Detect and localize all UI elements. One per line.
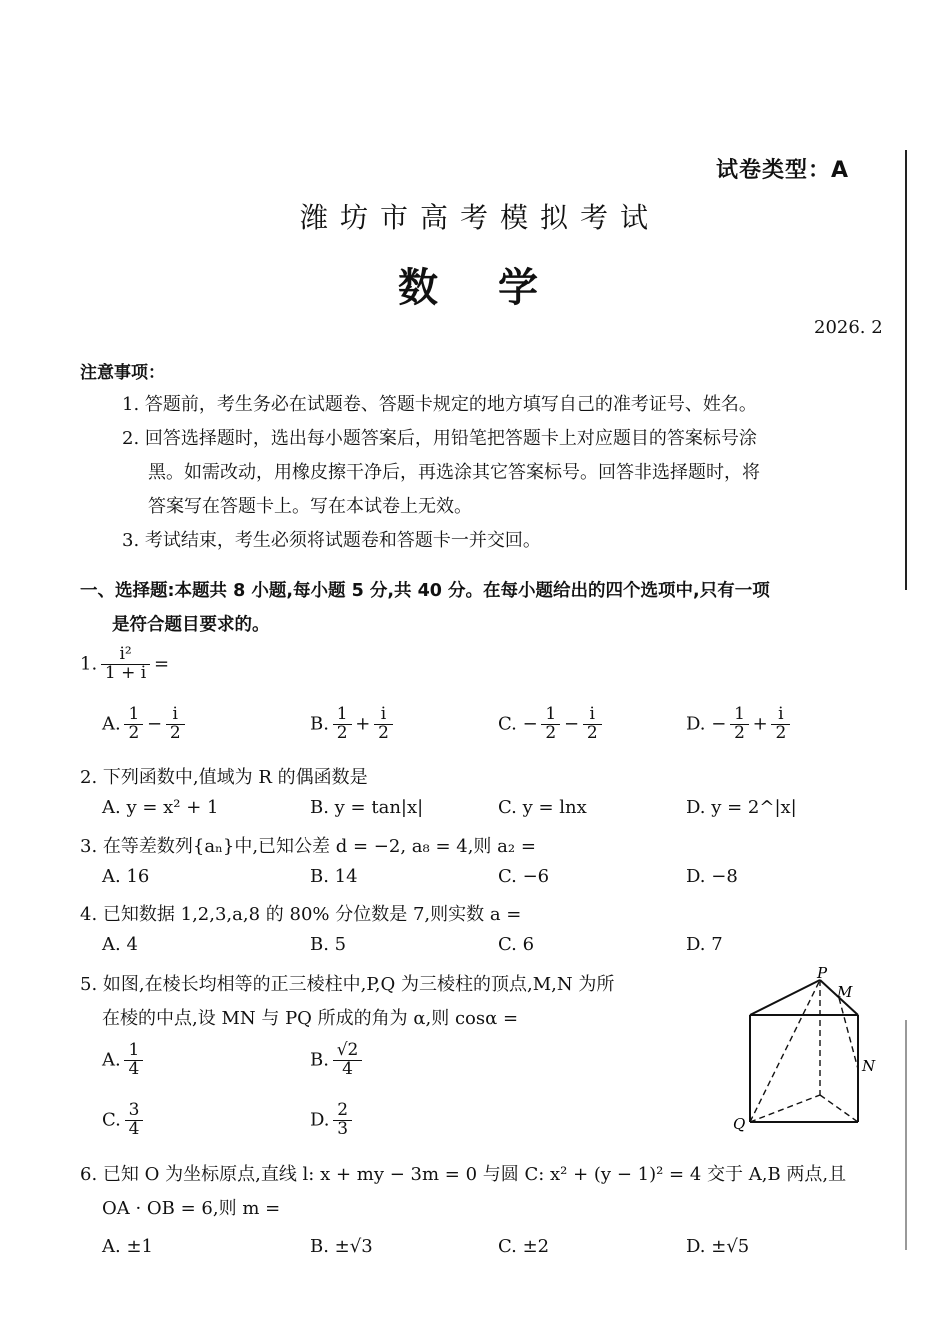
q5-option-a <box>102 1042 141 1079</box>
q3-option-b: B. 14 <box>310 866 358 887</box>
option-label: C. <box>102 1109 121 1131</box>
prism-hidden-edge <box>820 1095 858 1122</box>
q3-option-c: C. −6 <box>498 866 550 887</box>
frac-den: 2 <box>734 722 745 743</box>
frac-den: 2 <box>378 722 389 743</box>
notice-item-2-cont: 黑。如需改动，用橡皮擦干净后，再选涂其它答案标号。回答非选择题时，将 <box>148 462 760 483</box>
frac-den: 4 <box>342 1058 353 1079</box>
frac-num: 2 <box>337 1100 349 1120</box>
frac-num: 1 <box>734 704 745 724</box>
question-2: 2. 下列函数中,值域为 R 的偶函数是 <box>80 767 368 788</box>
option-label: C. <box>498 713 517 735</box>
option-sign: − <box>711 713 727 735</box>
q5-option-b <box>310 1042 360 1079</box>
option-fraction-b <box>585 706 600 743</box>
option-label: A. <box>102 1049 121 1071</box>
frac-den: 2 <box>169 722 181 743</box>
q5-option-c <box>102 1102 141 1139</box>
paper-type-label: 试卷类型：A <box>716 158 850 183</box>
q3-option-d: D. −8 <box>686 866 738 887</box>
q4-option-c: C. 6 <box>498 934 535 955</box>
frac-num: i <box>380 704 387 724</box>
q6-option-d: D. ±√5 <box>686 1236 750 1257</box>
section-heading: 一、选择题:本题共 8 小题,每小题 5 分,共 40 分。在每小题给出的四个选项中,只有一项 <box>80 581 770 601</box>
option-sign: − <box>522 713 538 735</box>
segment-pq <box>750 980 820 1122</box>
notice-item-3: 3. 考试结束，考生必须将试题卷和答题卡一并交回。 <box>122 530 541 551</box>
q6-option-c: C. ±2 <box>498 1236 550 1257</box>
option-fraction <box>126 1042 141 1079</box>
q1-denominator: 1 + i <box>104 662 147 683</box>
option-label: D. <box>686 713 706 735</box>
question-4: 4. 已知数据 1,2,3,a,8 的 80% 分位数是 7,则实数 a = <box>80 904 522 925</box>
option-fraction-a <box>335 706 350 743</box>
frac-num: 3 <box>128 1100 140 1120</box>
frac-den: 2 <box>545 722 557 743</box>
q4-option-b: B. 5 <box>310 934 347 955</box>
question-6-cont: OA · OB = 6,则 m = <box>102 1198 281 1219</box>
frac-den: 2 <box>586 722 598 743</box>
option-fraction-a <box>543 706 558 743</box>
option-fraction-b <box>376 706 391 743</box>
question-5-cont: 在棱的中点,设 MN 与 PQ 所成的角为 α,则 cosα = <box>102 1008 519 1029</box>
notice-item-2-cont2: 答案写在答题卡上。写在本试卷上无效。 <box>148 496 472 517</box>
option-label: B. <box>310 713 329 735</box>
right-margin-rule-lower <box>905 1020 907 1250</box>
subject-title: 数学 <box>398 265 598 311</box>
exam-title: 潍坊市高考模拟考试 <box>300 201 661 234</box>
frac-num: 1 <box>128 1040 140 1060</box>
q1-equals: = <box>153 653 170 675</box>
frac-den: 4 <box>128 1058 140 1079</box>
prism-edge <box>750 980 820 1015</box>
frac-num: 1 <box>128 704 140 724</box>
label-q: Q <box>733 1115 746 1133</box>
frac-num: 1 <box>336 704 348 724</box>
q1-number: 1. <box>80 653 98 675</box>
q2-option-b: B. y = tan|x| <box>310 797 424 818</box>
q6-option-a: A. ±1 <box>102 1236 153 1257</box>
option-fraction-a <box>126 706 141 743</box>
frac-den: 2 <box>775 722 787 743</box>
option-operator: + <box>752 713 768 735</box>
q5-option-d <box>310 1102 350 1139</box>
q4-option-d: D. 7 <box>686 934 723 955</box>
prism-hidden-edge <box>750 1095 820 1122</box>
option-fraction-a <box>732 706 747 743</box>
q2-option-d: D. y = 2^|x| <box>686 797 797 818</box>
question-6: 6. 已知 O 为坐标原点,直线 l: x + my − 3m = 0 与圆 C: x² + (y − 1)² = 4 交于 A,B 两点,且 <box>80 1164 847 1185</box>
prism-figure <box>725 965 885 1135</box>
segment-mn <box>839 998 858 1069</box>
frac-den: 3 <box>337 1118 349 1139</box>
question-3: 3. 在等差数列{aₙ}中,已知公差 d = −2, a₈ = 4,则 a₂ = <box>80 836 536 857</box>
frac-num: i <box>172 704 178 724</box>
frac-num: i <box>778 704 784 724</box>
q1-option-a <box>102 706 183 743</box>
notice-item-1: 1. 答题前，考生务必在试题卷、答题卡规定的地方填写自己的准考证号、姓名。 <box>122 394 757 415</box>
question-5: 5. 如图,在棱长均相等的正三棱柱中,P,Q 为三棱柱的顶点,M,N 为所 <box>80 974 615 995</box>
q1-numerator: i² <box>119 644 132 664</box>
option-fraction-b <box>773 706 788 743</box>
option-operator: − <box>563 713 580 735</box>
label-p: P <box>817 965 828 982</box>
frac-num: √2 <box>336 1040 359 1060</box>
option-fraction <box>335 1042 361 1079</box>
section-heading-cont: 是符合题目要求的。 <box>112 615 270 635</box>
q1-option-c <box>498 706 600 743</box>
option-label: B. <box>310 1049 329 1071</box>
exam-date: 2026. 2 <box>814 317 883 338</box>
notice-title: 注意事项： <box>80 363 165 383</box>
q6-option-b: B. ±√3 <box>310 1236 373 1257</box>
frac-den: 2 <box>128 722 140 743</box>
frac-den: 2 <box>336 722 348 743</box>
q4-option-a: A. 4 <box>102 934 138 955</box>
q1-fraction <box>103 646 148 683</box>
question-1 <box>80 646 169 683</box>
frac-den: 4 <box>128 1118 140 1139</box>
right-margin-rule <box>905 150 907 590</box>
frac-num: i <box>589 704 595 724</box>
q1-option-d <box>686 706 788 743</box>
option-fraction <box>335 1102 350 1139</box>
label-n: N <box>862 1057 876 1075</box>
q2-option-c: C. y = lnx <box>498 797 587 818</box>
option-fraction <box>127 1102 142 1139</box>
option-operator: − <box>147 713 163 735</box>
option-label: A. <box>102 713 121 735</box>
q1-option-b <box>310 706 391 743</box>
frac-num: 1 <box>545 704 557 724</box>
q2-option-a: A. y = x² + 1 <box>102 797 219 818</box>
label-m: M <box>837 983 853 1001</box>
option-label: D. <box>310 1109 330 1131</box>
q3-option-a: A. 16 <box>102 866 150 887</box>
notice-item-2: 2. 回答选择题时，选出每小题答案后，用铅笔把答题卡上对应题目的答案标号涂 <box>122 428 757 449</box>
option-fraction-b <box>168 706 183 743</box>
option-operator: + <box>355 713 371 735</box>
